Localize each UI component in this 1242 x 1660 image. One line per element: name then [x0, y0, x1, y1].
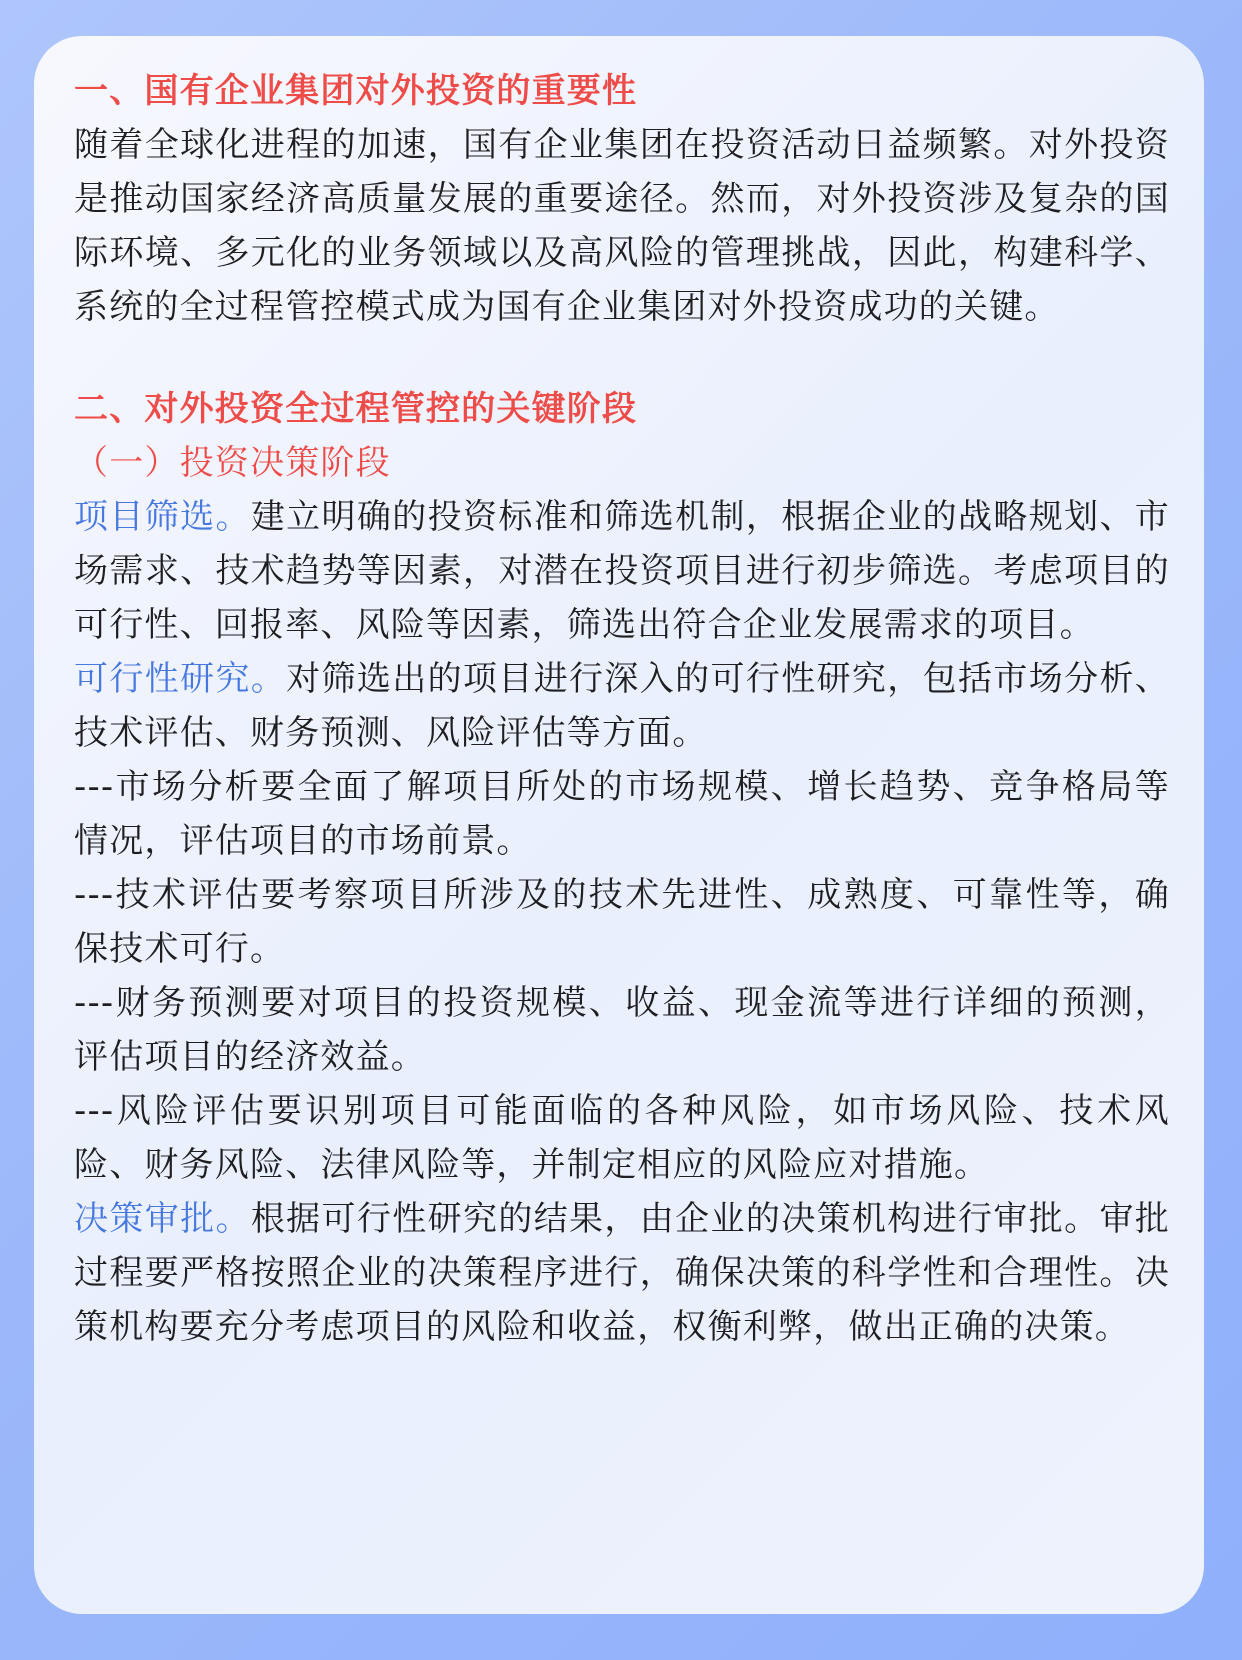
item-keyword: 项目筛选。	[74, 497, 251, 537]
section-1-paragraph	[60, 118, 1170, 334]
item-text: 根据可行性研究的结果，由企业的决策机构进行审批。审批过程要严格按照企业的决策程序进行，确保决策的科学性和合理性。决策机构要充分考虑项目的风险和收益，权衡利弊，做出正确的决策。	[74, 1199, 1171, 1347]
item-text: 建立明确的投资标准和筛选机制，根据企业的战略规划、市场需求、技术趋势等因素，对潜在投资项目进行初步筛选。考虑项目的可行性、回报率、风险等因素，筛选出符合企业发展需求的项目。	[74, 497, 1171, 645]
section-1-heading: 一、国有企业集团对外投资的重要性	[74, 71, 638, 111]
item-feasibility-study	[60, 652, 1170, 760]
section-2-subheading: （一）投资决策阶段	[74, 443, 391, 483]
item-keyword: 决策审批。	[74, 1199, 251, 1239]
item-text: 对筛选出的项目进行深入的可行性研究，包括市场分析、技术评估、财务预测、风险评估等方面。	[74, 659, 1171, 753]
bullet-market-analysis: ---市场分析要全面了解项目所处的市场规模、增长趋势、竞争格局等情况，评估项目的市场前景。	[74, 767, 1170, 861]
item-keyword: 可行性研究。	[74, 659, 287, 699]
bullet-risk-assessment: ---风险评估要识别项目可能面临的各种风险，如市场风险、技术风险、财务风险、法律风险等，并制定相应的风险应对措施。	[74, 1091, 1170, 1185]
section-2-heading: 二、对外投资全过程管控的关键阶段	[74, 389, 638, 429]
bullet-tech-assessment: ---技术评估要考察项目所涉及的技术先进性、成熟度、可靠性等，确保技术可行。	[74, 875, 1170, 969]
item-project-screening	[60, 490, 1170, 652]
item-decision-approval	[60, 1192, 1170, 1354]
content-card	[34, 36, 1204, 1614]
document-body	[60, 64, 1170, 1354]
bullet-financial-forecast: ---财务预测要对项目的投资规模、收益、现金流等进行详细的预测，评估项目的经济效益。	[74, 983, 1170, 1077]
section-1-paragraph-text: 随着全球化进程的加速，国有企业集团在投资活动日益频繁。对外投资是推动国家经济高质量发展的重要途径。然而，对外投资涉及复杂的国际环境、多元化的业务领域以及高风险的管理挑战，因此，构建科学、系统的全过程管控模式成为国有企业集团对外投资成功的关键。	[74, 125, 1170, 327]
